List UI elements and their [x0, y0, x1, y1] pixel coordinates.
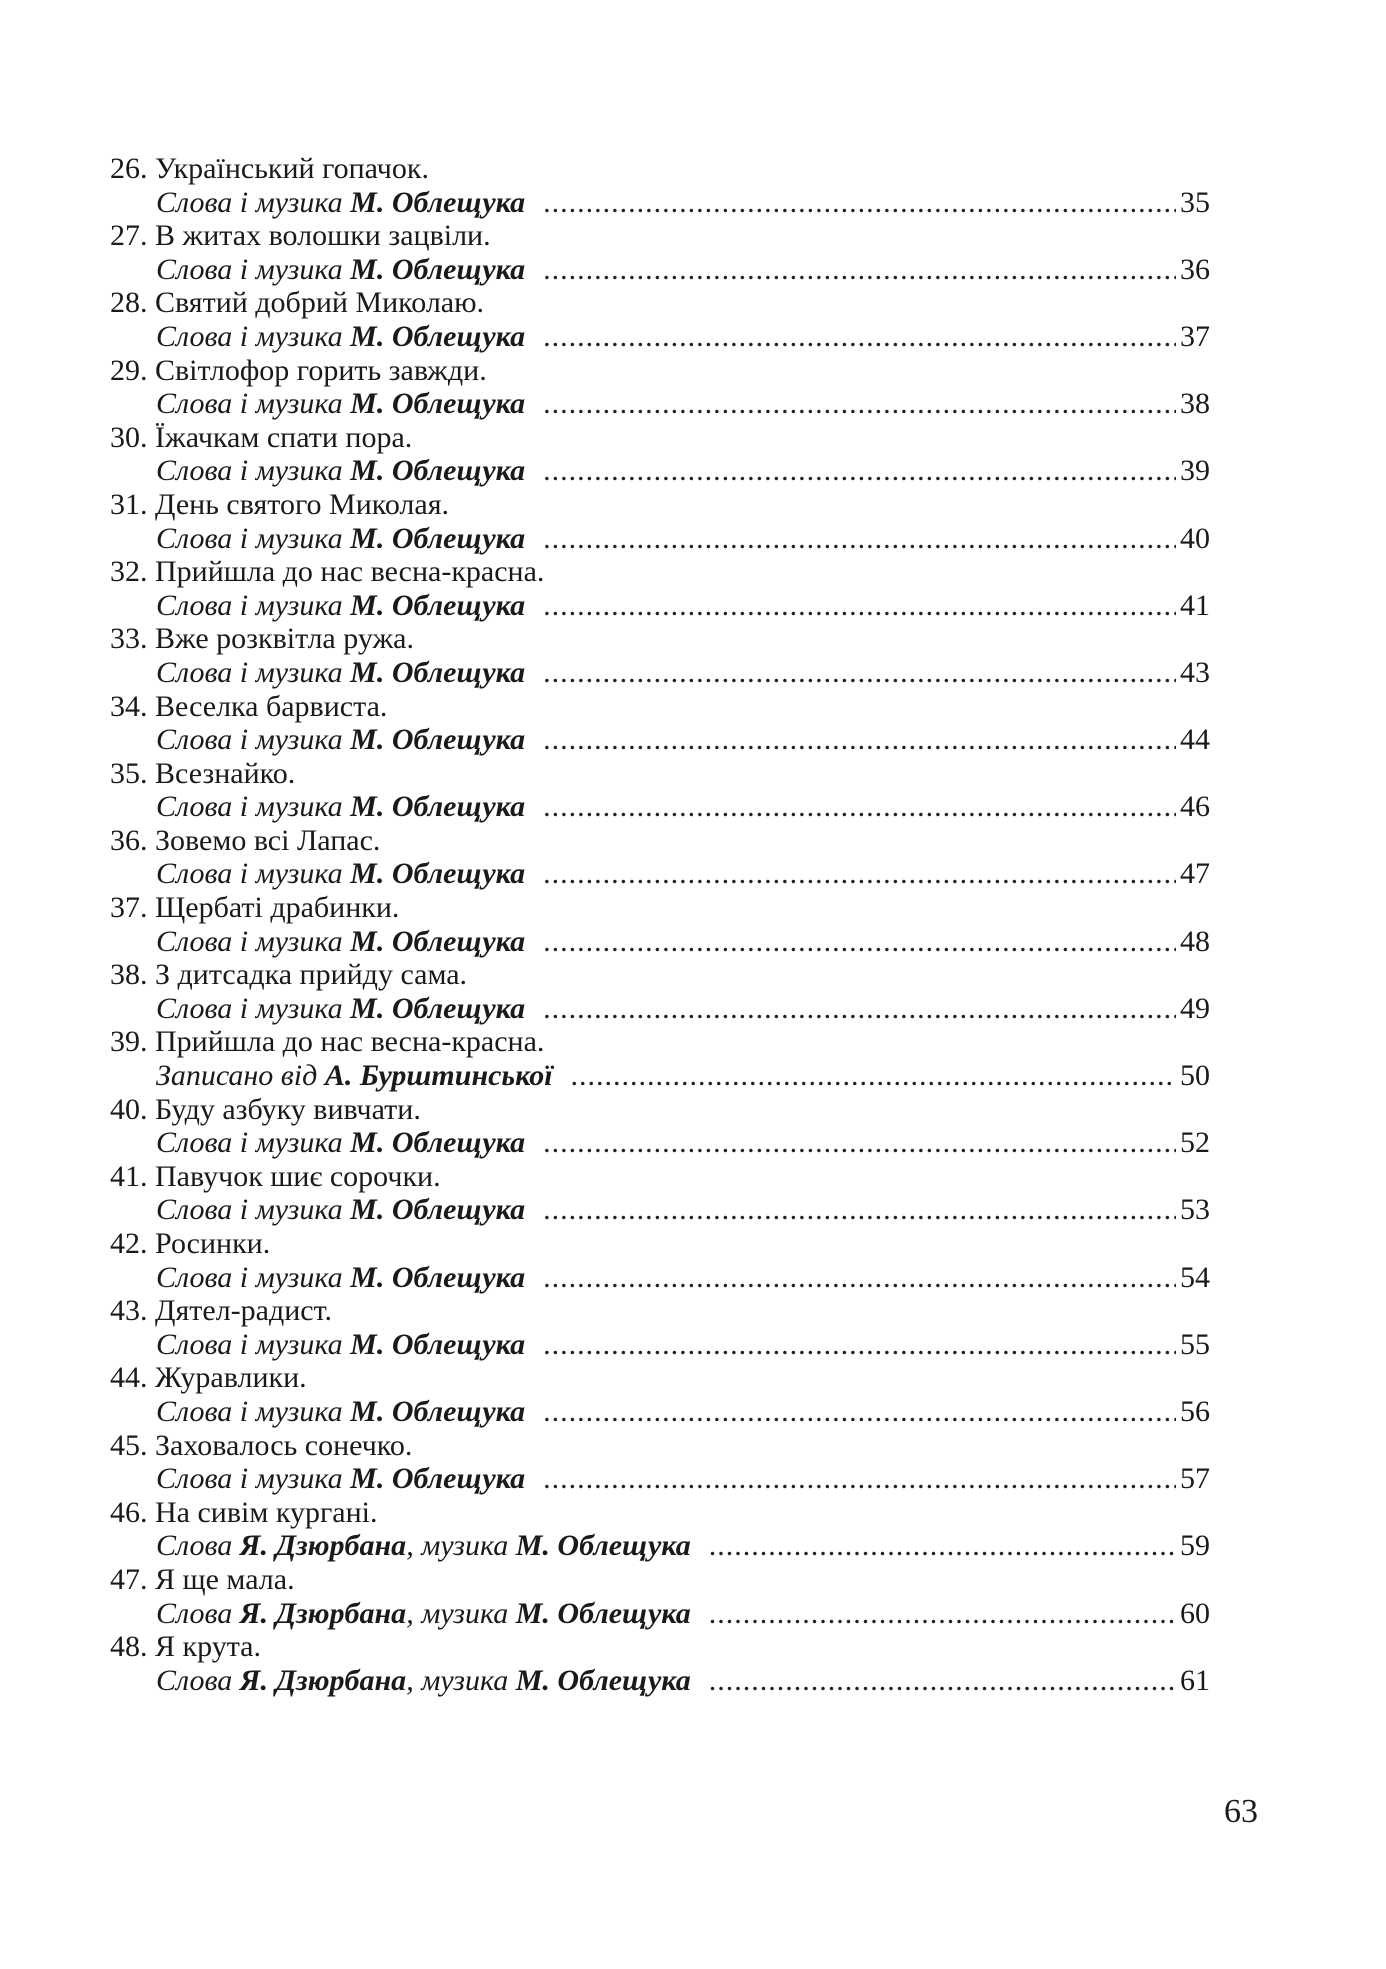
entry-number: 37. [110, 891, 148, 925]
entry-number: 42. [110, 1227, 148, 1260]
song-title: Прийшла до нас весна-красна. [155, 1025, 545, 1059]
toc-credit-line [110, 1597, 1210, 1631]
song-title: Я ще мала. [155, 1562, 295, 1596]
toc-title-line [110, 1160, 1210, 1194]
page-reference: 53 [1180, 1193, 1210, 1227]
toc-title-line [110, 1025, 1210, 1059]
dot-leader [543, 925, 1176, 959]
credit-text: Слова і музика [156, 857, 351, 891]
author-name: М. Облещука [350, 185, 526, 219]
song-title: День святого Миколая. [155, 487, 450, 521]
credit-text: Слова і музика [156, 1327, 351, 1361]
toc-entry [110, 488, 1210, 555]
song-title: В житах волошки зацвіли. [155, 219, 491, 253]
credit-text: Слова і музика [156, 723, 351, 757]
song-title: Я крута. [155, 1630, 261, 1664]
toc-credit-line [110, 320, 1210, 354]
credit-text: Слова і музика [156, 655, 351, 689]
toc-title-line [110, 1563, 1210, 1597]
author-name: Я. Дзюрбана [239, 1663, 407, 1697]
entry-number: 28. [110, 286, 148, 320]
author-credit [156, 186, 525, 220]
song-title: Світлофор горить завжди. [155, 353, 487, 387]
dot-leader [543, 387, 1176, 421]
toc-title-line [110, 555, 1210, 589]
credit-text: Слова [156, 1663, 240, 1697]
author-name: М. Облещука [350, 252, 526, 286]
dot-leader [543, 992, 1176, 1026]
author-name: М. Облещука [515, 1596, 691, 1630]
author-credit [156, 1597, 691, 1631]
dot-leader [543, 454, 1176, 488]
song-title: Прийшла до нас весна-красна. [155, 555, 545, 589]
page-reference: 50 [1180, 1059, 1210, 1093]
author-name: М. Облещука [350, 924, 526, 958]
toc-credit-line [110, 992, 1210, 1026]
toc-credit-line [110, 1126, 1210, 1160]
table-of-contents [110, 152, 1210, 1697]
song-title: Заховалось сонечко. [155, 1428, 413, 1462]
author-credit [156, 1193, 525, 1227]
page-reference: 52 [1180, 1126, 1210, 1160]
dot-leader [543, 1126, 1176, 1160]
song-title: Зовемо всі Лапас. [155, 823, 381, 857]
toc-entry [110, 1025, 1210, 1092]
author-credit [156, 1126, 525, 1160]
toc-credit-line [110, 1059, 1210, 1093]
page-reference: 60 [1180, 1596, 1210, 1630]
toc-credit-line [110, 454, 1210, 488]
page-reference: 47 [1180, 857, 1210, 891]
entry-number: 39. [110, 1025, 148, 1059]
author-credit [156, 656, 525, 690]
toc-credit-line [110, 857, 1210, 891]
author-name: М. Облещука [350, 387, 526, 421]
credit-text: Слова [156, 1596, 240, 1630]
toc-title-line [110, 891, 1210, 925]
toc-credit-line [110, 723, 1210, 757]
toc-title-line [110, 286, 1210, 320]
toc-title-line [110, 219, 1210, 253]
author-credit [156, 320, 525, 354]
author-name: М. Облещука [350, 790, 526, 824]
entry-number: 36. [110, 823, 148, 857]
toc-entry [110, 757, 1210, 824]
author-credit [156, 589, 525, 623]
credit-text: , музика [406, 1663, 516, 1697]
dot-leader [709, 1529, 1176, 1563]
toc-entry [110, 286, 1210, 353]
song-title: Щербаті драбинки. [155, 891, 400, 925]
song-title: З дитсадка прийду сама. [155, 958, 468, 992]
credit-text: Слова і музика [156, 521, 351, 555]
author-credit [156, 790, 525, 824]
credit-text: Слова і музика [156, 1126, 351, 1160]
toc-credit-line [110, 656, 1210, 690]
song-title: Буду азбуку вивчати. [155, 1092, 421, 1126]
page-reference: 36 [1180, 252, 1210, 286]
author-name: М. Облещука [350, 319, 526, 353]
toc-credit-line [110, 1462, 1210, 1496]
author-credit [156, 992, 525, 1026]
dot-leader [543, 1193, 1176, 1227]
song-title: Всезнайко. [155, 756, 296, 790]
author-name: Я. Дзюрбана [239, 1596, 407, 1630]
entry-number: 27. [110, 219, 148, 253]
author-name: М. Облещука [350, 991, 526, 1025]
credit-text: Слова і музика [156, 185, 351, 219]
toc-title-line [110, 1630, 1210, 1664]
author-name: М. Облещука [350, 1126, 526, 1160]
credit-text: Записано від [156, 1059, 325, 1093]
toc-credit-line [110, 1529, 1210, 1563]
toc-title-line [110, 1227, 1210, 1261]
author-name: М. Облещука [350, 857, 526, 891]
song-title: Вже розквітла ружа. [155, 622, 414, 656]
toc-credit-line [110, 387, 1210, 421]
page-reference: 54 [1180, 1260, 1210, 1294]
entry-number: 48. [110, 1630, 148, 1664]
toc-title-line [110, 958, 1210, 992]
author-credit [156, 925, 525, 959]
toc-entry [110, 219, 1210, 286]
page-reference: 48 [1180, 924, 1210, 958]
page-reference: 39 [1180, 454, 1210, 488]
entry-number: 31. [110, 487, 148, 521]
toc-entry [110, 152, 1210, 219]
toc-entry [110, 1294, 1210, 1361]
song-title: На сивім кургані. [155, 1495, 378, 1529]
page-reference: 43 [1180, 655, 1210, 689]
credit-text: Слова і музика [156, 454, 351, 488]
entry-number: 45. [110, 1428, 148, 1462]
toc-credit-line [110, 1261, 1210, 1295]
toc-credit-line [110, 186, 1210, 220]
credit-text: Слова і музика [156, 1193, 351, 1227]
author-credit [156, 454, 525, 488]
entry-number: 30. [110, 420, 148, 454]
dot-leader [543, 1462, 1176, 1496]
toc-credit-line [110, 925, 1210, 959]
dot-leader [543, 723, 1176, 757]
toc-entry [110, 824, 1210, 891]
page-reference: 56 [1180, 1394, 1210, 1428]
page-reference: 46 [1180, 790, 1210, 824]
page-number: 63 [1224, 1793, 1258, 1830]
toc-entry [110, 1227, 1210, 1294]
toc-title-line [110, 1294, 1210, 1328]
dot-leader [543, 1328, 1176, 1362]
credit-text: Слова і музика [156, 790, 351, 824]
toc-credit-line [110, 790, 1210, 824]
dot-leader [543, 186, 1176, 220]
toc-entry [110, 891, 1210, 958]
toc-title-line [110, 757, 1210, 791]
author-credit [156, 387, 525, 421]
author-name: М. Облещука [350, 1327, 526, 1361]
author-credit [156, 1395, 525, 1429]
author-name: А. Бурштинської [324, 1059, 553, 1093]
entry-number: 41. [110, 1159, 148, 1193]
page-reference: 35 [1180, 185, 1210, 219]
author-credit [156, 1261, 525, 1295]
toc-title-line [110, 152, 1210, 186]
dot-leader [543, 1395, 1176, 1429]
credit-text: , музика [406, 1529, 516, 1563]
toc-title-line [110, 1361, 1210, 1395]
author-name: М. Облещука [350, 454, 526, 488]
toc-title-line [110, 488, 1210, 522]
toc-credit-line [110, 1664, 1210, 1698]
toc-entry [110, 1630, 1210, 1697]
toc-title-line [110, 1496, 1210, 1530]
credit-text: Слова і музика [156, 991, 351, 1025]
author-credit [156, 857, 525, 891]
entry-number: 33. [110, 622, 148, 656]
author-credit [156, 1462, 525, 1496]
dot-leader [543, 656, 1176, 690]
song-title: Дятел-радист. [155, 1294, 332, 1328]
toc-entry [110, 555, 1210, 622]
dot-leader [571, 1059, 1176, 1093]
toc-entry [110, 690, 1210, 757]
author-name: М. Облещука [350, 1394, 526, 1428]
page-reference: 38 [1180, 387, 1210, 421]
dot-leader [543, 320, 1176, 354]
page-reference: 41 [1180, 588, 1210, 622]
toc-entry [110, 622, 1210, 689]
toc-credit-line [110, 522, 1210, 556]
entry-number: 34. [110, 689, 148, 723]
author-credit [156, 522, 525, 556]
toc-title-line [110, 421, 1210, 455]
page-reference: 37 [1180, 319, 1210, 353]
song-title: Веселка барвиста. [155, 689, 388, 723]
author-name: М. Облещука [350, 521, 526, 555]
credit-text: Слова і музика [156, 252, 351, 286]
dot-leader [543, 589, 1176, 623]
credit-text: Слова і музика [156, 387, 351, 421]
author-name: М. Облещука [350, 655, 526, 689]
toc-entry [110, 1160, 1210, 1227]
page-reference: 59 [1180, 1529, 1210, 1563]
toc-title-line [110, 824, 1210, 858]
toc-title-line [110, 690, 1210, 724]
toc-title-line [110, 1093, 1210, 1127]
page-reference: 57 [1180, 1462, 1210, 1496]
page-reference: 49 [1180, 991, 1210, 1025]
page-reference: 44 [1180, 723, 1210, 757]
song-title: Росинки. [155, 1227, 271, 1260]
toc-entry [110, 1429, 1210, 1496]
credit-text: Слова і музика [156, 1462, 351, 1496]
dot-leader [543, 790, 1176, 824]
song-title: Павучок шиє сорочки. [155, 1159, 441, 1193]
author-name: М. Облещука [350, 1193, 526, 1227]
author-credit [156, 1328, 525, 1362]
author-credit [156, 1529, 691, 1563]
entry-number: 32. [110, 555, 148, 589]
author-name: М. Облещука [515, 1663, 691, 1697]
author-credit [156, 723, 525, 757]
dot-leader [543, 253, 1176, 287]
entry-number: 47. [110, 1562, 148, 1596]
toc-title-line [110, 622, 1210, 656]
toc-entry [110, 1563, 1210, 1630]
toc-entry [110, 958, 1210, 1025]
credit-text: Слова і музика [156, 1394, 351, 1428]
toc-entry [110, 1361, 1210, 1428]
entry-number: 26. [110, 152, 148, 185]
page-reference: 40 [1180, 521, 1210, 555]
author-name: М. Облещука [350, 1462, 526, 1496]
author-name: М. Облещука [515, 1529, 691, 1563]
song-title: Святий добрий Миколаю. [155, 286, 485, 320]
author-credit [156, 1059, 553, 1093]
dot-leader [543, 857, 1176, 891]
page-reference: 61 [1180, 1663, 1210, 1697]
credit-text: Слова і музика [156, 319, 351, 353]
toc-title-line [110, 1429, 1210, 1463]
toc-entry [110, 1093, 1210, 1160]
entry-number: 43. [110, 1294, 148, 1328]
page-reference: 55 [1180, 1327, 1210, 1361]
dot-leader [709, 1664, 1176, 1698]
entry-number: 44. [110, 1361, 148, 1395]
author-name: Я. Дзюрбана [239, 1529, 407, 1563]
author-name: М. Облещука [350, 1260, 526, 1294]
credit-text: Слова і музика [156, 588, 351, 622]
credit-text: Слова і музика [156, 1260, 351, 1294]
toc-entry [110, 1496, 1210, 1563]
dot-leader [543, 1261, 1176, 1295]
credit-text: Слова і музика [156, 924, 351, 958]
entry-number: 38. [110, 958, 148, 992]
toc-credit-line [110, 253, 1210, 287]
entry-number: 40. [110, 1092, 148, 1126]
author-name: М. Облещука [350, 723, 526, 757]
song-title: Український гопачок. [155, 152, 429, 185]
toc-credit-line [110, 1193, 1210, 1227]
author-name: М. Облещука [350, 588, 526, 622]
credit-text: , музика [406, 1596, 516, 1630]
entry-number: 46. [110, 1495, 148, 1529]
entry-number: 35. [110, 756, 148, 790]
toc-entry [110, 421, 1210, 488]
dot-leader [543, 522, 1176, 556]
song-title: Журавлики. [155, 1361, 307, 1395]
author-credit [156, 1664, 691, 1698]
song-title: Їжачкам спати пора. [155, 420, 413, 454]
toc-title-line [110, 354, 1210, 388]
toc-credit-line [110, 1328, 1210, 1362]
credit-text: Слова [156, 1529, 240, 1563]
toc-credit-line [110, 589, 1210, 623]
author-credit [156, 253, 525, 287]
toc-credit-line [110, 1395, 1210, 1429]
toc-entry [110, 354, 1210, 421]
entry-number: 29. [110, 353, 148, 387]
dot-leader [709, 1597, 1176, 1631]
